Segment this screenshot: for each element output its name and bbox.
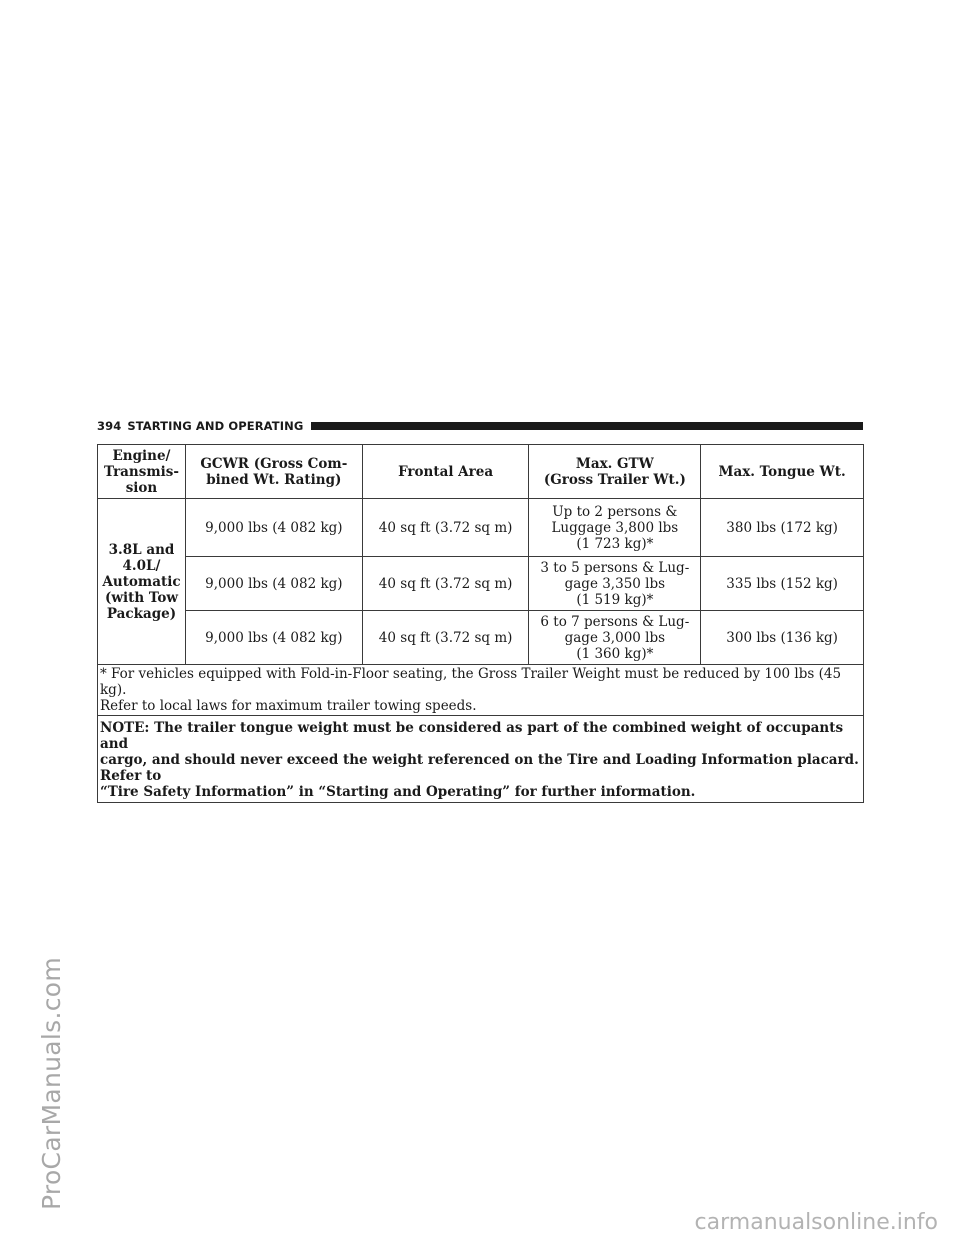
column-header-max-tongue: Max. Tongue Wt. (701, 445, 864, 499)
table-row (98, 499, 864, 557)
max-gtw-cell: Up to 2 persons & Luggage 3,800 lbs (1 723 kg)* (529, 499, 701, 557)
footnote-text: * For vehicles equipped with Fold-in-Floor seating, the Gross Trailer Weight must be reduced by 100 lbs (45 kg). Refer to local laws for maximum trailer towing speeds. (98, 665, 864, 716)
page-number: 394 (97, 419, 122, 433)
gcwr-cell: 9,000 lbs (4 082 kg) (185, 557, 362, 611)
side-watermark: ProCarManuals.com (37, 956, 66, 1210)
column-header-gcwr: GCWR (Gross Com- bined Wt. Rating) (185, 445, 362, 499)
table-header-row (98, 445, 864, 499)
frontal-area-cell: 40 sq ft (3.72 sq m) (362, 499, 529, 557)
frontal-area-cell: 40 sq ft (3.72 sq m) (362, 611, 529, 665)
table-row (98, 611, 864, 665)
header-rule (311, 422, 863, 430)
gcwr-cell: 9,000 lbs (4 082 kg) (185, 499, 362, 557)
note-text: NOTE: The trailer tongue weight must be considered as part of the combined weight of occupants and cargo, and should never exceed the weight referenced on the Tire and Loading Information placard. Refer to “Tire Safety Information” in “Starting and Operating” for further information. (98, 716, 864, 803)
frontal-area-cell: 40 sq ft (3.72 sq m) (362, 557, 529, 611)
page-header (97, 419, 863, 433)
column-header-frontal-area: Frontal Area (362, 445, 529, 499)
engine-cell: 3.8L and 4.0L/ Automatic (with Tow Package) (98, 499, 186, 665)
note-row (98, 716, 864, 803)
max-tongue-cell: 335 lbs (152 kg) (701, 557, 864, 611)
max-gtw-cell: 3 to 5 persons & Lug- gage 3,350 lbs (1 519 kg)* (529, 557, 701, 611)
footnote-row (98, 665, 864, 716)
max-gtw-cell: 6 to 7 persons & Lug- gage 3,000 lbs (1 360 kg)* (529, 611, 701, 665)
towing-spec-table (97, 444, 864, 803)
table-row (98, 557, 864, 611)
column-header-engine: Engine/ Transmis- sion (98, 445, 186, 499)
gcwr-cell: 9,000 lbs (4 082 kg) (185, 611, 362, 665)
max-tongue-cell: 300 lbs (136 kg) (701, 611, 864, 665)
bottom-watermark: carmanualsonline.info (694, 1210, 938, 1235)
section-title: STARTING AND OPERATING (127, 419, 304, 433)
max-tongue-cell: 380 lbs (172 kg) (701, 499, 864, 557)
column-header-max-gtw: Max. GTW (Gross Trailer Wt.) (529, 445, 701, 499)
